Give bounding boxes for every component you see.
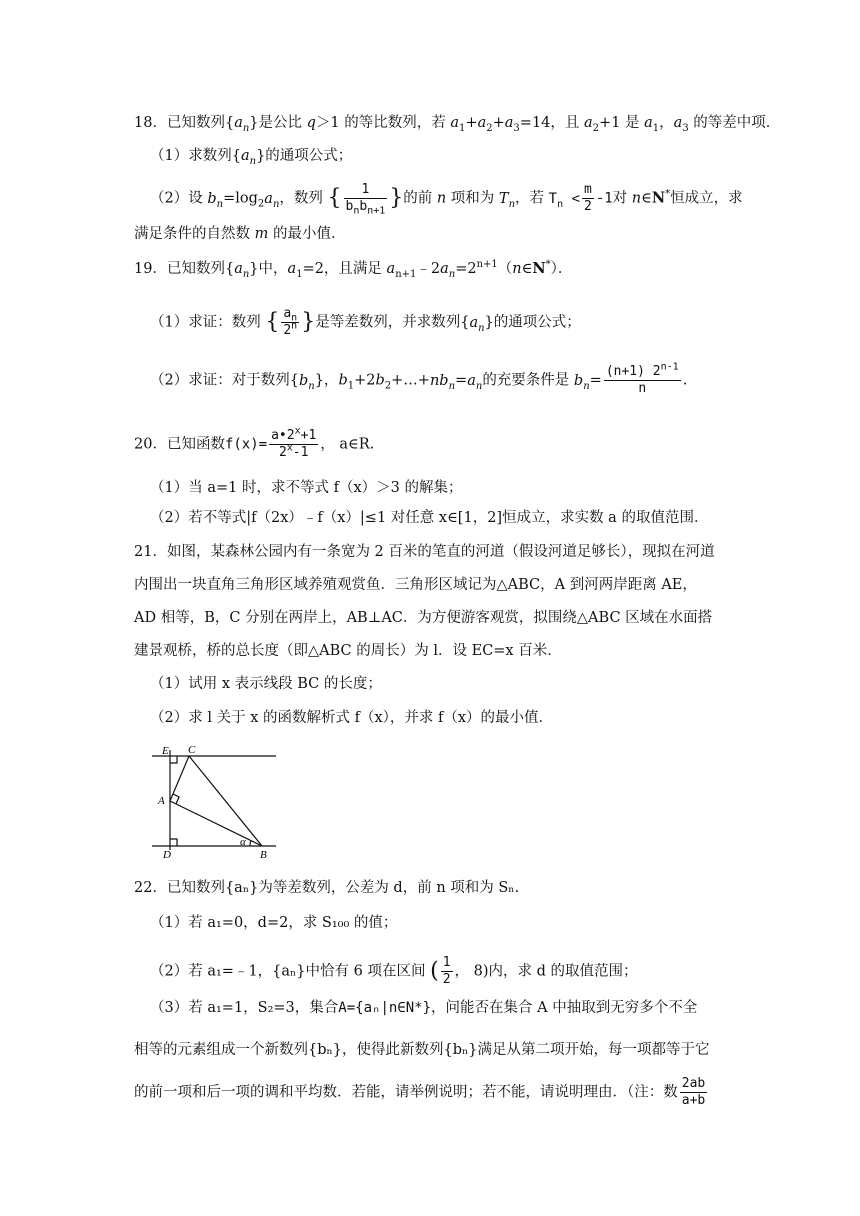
q22-stem: 22．已知数列{aₙ}为等差数列，公差为 d，前 n 项和为 Sₙ. bbox=[134, 880, 520, 896]
q18-part2: （2）设 $b_n=\log_2a_n$，数列 { $\frac{1}{b_nb_{n+1}}$ }的前 n 项和为 $T_n$，若 $T_n$ < $\frac{m}{2}$ -1对 n∈N*恒成立，求 bbox=[150, 182, 743, 217]
q19-fraction-2: $\frac{(n+1) 2^{n-1}}{n}$ bbox=[605, 361, 679, 396]
q21-part2: （2）求 l 关于 x 的函数解析式 f（x），并求 f（x）的最小值． bbox=[150, 710, 554, 726]
q18-fraction: $\frac{1}{b_nb_{n+1}}$ bbox=[345, 182, 386, 217]
q22-part1: （1）若 a₁=0，d=2，求 S₁₀₀ 的值； bbox=[150, 915, 398, 931]
segment-CB bbox=[189, 756, 262, 846]
q22-part2: （2）若 a₁=﹣1，{aₙ}中恰有 6 项在区间 ( $\frac{1}{2}$ ， 8)内，求 d 的取值范围； bbox=[150, 955, 638, 987]
right-angle-E bbox=[170, 756, 177, 763]
q20-part2: （2）若不等式|f（2x）﹣f（x）|≤1 对任意 x∈[1，2]恒成立，求实数 a 的取值范围． bbox=[150, 510, 709, 526]
label-alpha: α bbox=[240, 836, 246, 848]
q22-part3-line3: 的前一项和后一项的调和平均数．若能，请举例说明；若不能，请说明理由．（注：数 $\frac{2ab}{a+b}$ bbox=[134, 1076, 706, 1108]
q22-fraction: $\frac{1}{2}$ bbox=[442, 955, 451, 987]
q18-part1: （1）求数列$\{a_n\}$的通项公式； bbox=[150, 148, 353, 167]
angle-alpha-arc bbox=[250, 841, 251, 847]
right-angle-D bbox=[170, 839, 177, 846]
q18-part2-cont: 满足条件的自然数 m 的最小值． bbox=[134, 226, 346, 242]
label-D: D bbox=[163, 849, 171, 860]
q20-stem: 20．已知函数f(x)= $\frac{a•2^x+1}{2^x-1}$ ， a∈R. bbox=[134, 425, 375, 460]
q19-part2: （2）求证：对于数列$\{b_n\}$，$b_1+2b_2+\dots+nb_n=a_n$的充要条件是 $b_n=$ $\frac{(n+1) 2^{n-1}}{n}$ . bbox=[150, 361, 688, 396]
segment-AB bbox=[170, 801, 262, 846]
label-E: E bbox=[162, 745, 169, 757]
q20-fraction: $\frac{a•2^x+1}{2^x-1}$ bbox=[271, 425, 317, 460]
q22-note-fraction: $\frac{2ab}{a+b}$ bbox=[681, 1076, 706, 1108]
q21-figure bbox=[150, 744, 280, 860]
q21-part1: （1）试用 x 表示线段 BC 的长度； bbox=[150, 676, 382, 692]
q21-line2: 内围出一块直角三角形区域养殖观赏鱼．三角形区域记为△ABC，A 到河两岸距离 AE， bbox=[134, 577, 697, 593]
q18-stem: 18．已知数列$\{a_n\}$是公比 q＞1 的等比数列，若 $a_1+a_2+a_3=14$，且 $a_2+1$ 是 $a_1$，$a_3$ 的等差中项． bbox=[134, 115, 781, 134]
label-A: A bbox=[158, 795, 165, 807]
q19-part1: （1）求证：数列 { $\frac{a_n}{2^n}$ }是等差数列，并求数列$\{a_n\}$的通项公式； bbox=[150, 306, 581, 338]
label-B: B bbox=[260, 849, 267, 860]
q21-line1: 21．如图，某森林公园内有一条宽为 2 百米的笔直的河道（假设河道足够长），现拟在河道 bbox=[134, 544, 715, 560]
q21-line3: AD 相等，B，C 分别在两岸上，AB⊥AC．为方便游客观赏，拟围绕△ABC 区域在水面搭 bbox=[134, 610, 713, 626]
q20-part1: （1）当 a=1 时，求不等式 f（x）＞3 的解集； bbox=[150, 480, 463, 496]
q19-fraction: $\frac{a_n}{2^n}$ bbox=[283, 306, 298, 338]
q19-stem: 19．已知数列$\{a_n\}$中，$a_1=2$，且满足 $a_{n+1}﹣2a_n=2^{n+1}(n\in N^*)$． bbox=[134, 259, 573, 280]
q22-part3: （3）若 a₁=1，S₂=3，集合A={aₙ|n∈N*}，问能否在集合 A 中抽取到无穷多个不全 bbox=[150, 1000, 698, 1016]
q22-part3-line2: 相等的元素组成一个新数列{bₙ}，使得此新数列{bₙ}满足从第二项开始，每一项都等于它 bbox=[134, 1042, 710, 1058]
label-C: C bbox=[188, 744, 196, 756]
q21-line4: 建景观桥，桥的总长度（即△ABC 的周长）为 l．设 EC=x 百米． bbox=[134, 643, 562, 659]
